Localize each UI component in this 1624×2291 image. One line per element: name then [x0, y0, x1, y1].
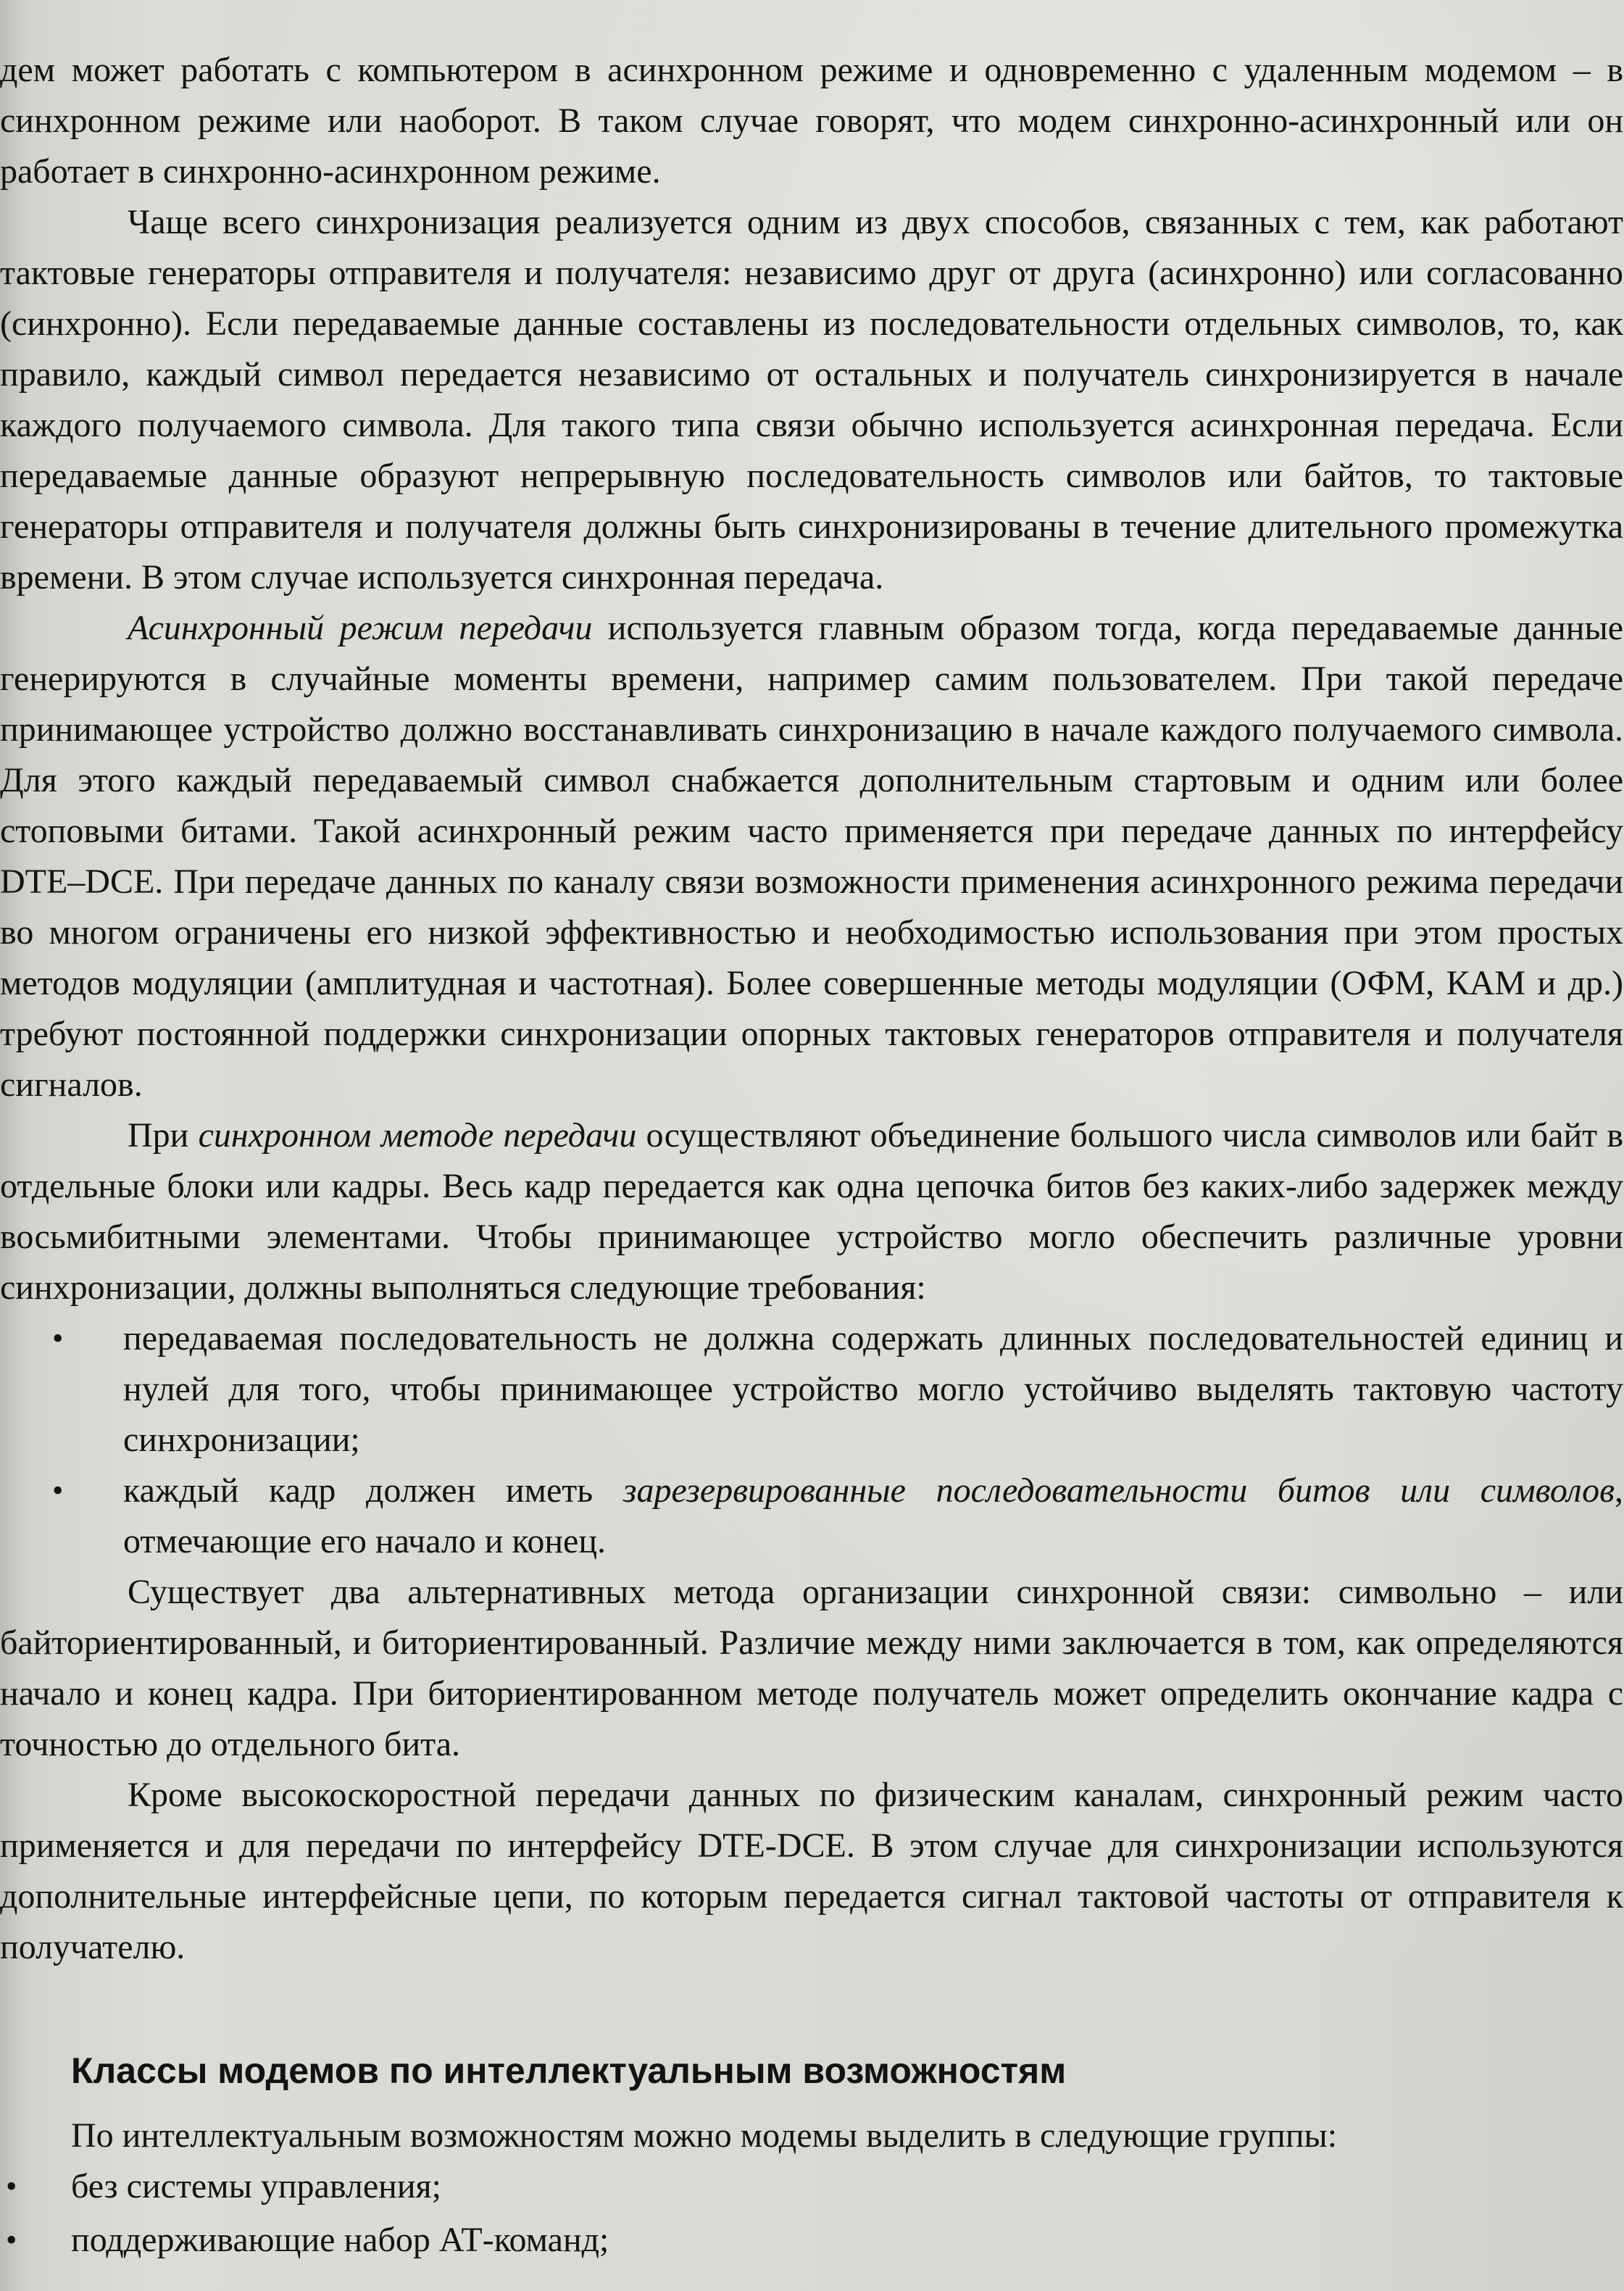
term-reserved-sequences: зарезервированные последовательности битов или символов — [622, 1471, 1615, 1510]
list-item — [0, 2215, 1623, 2269]
paragraph-async-mode-text: используется главным образом тогда, когда передаваемые данные генерируются в случайные моменты времени, например самим пользователем. При такой передаче принимающее устройство должно восстанавливать синхронизацию в начале каждого получаемого символа. Для этого каждый передаваемый символ снабжается дополнительным стартовым и одним или более стоповыми битами. Такой асинхронный режим часто применяется при передаче данных по интерфейсу DTE–DCE. При передаче данных по каналу связи возможности применения асинхронного режима передачи во многом ограничены его низкой эффективностью и необходимостью использования при этом простых методов модуляции (амплитудная и частотная). Более совершенные методы модуляции (ОФМ, КАМ и др.) требуют постоянной поддержки синхронизации опорных тактовых генераторов отправителя и получателя сигналов. — [0, 609, 1623, 1104]
list-item-text: передаваемая последовательность не должна содержать длинных последовательностей единиц и нулей для того, чтобы принимающее устройство могло устойчиво выделять тактовую частоту синхронизации; — [123, 1319, 1623, 1459]
bullet-icon: • — [52, 1473, 64, 1508]
paragraph-sync-method-text: осуществляют объединение большого числа символов или байт в отдельные блоки или кадры. Весь кадр передается как одна цепочка битов без каких-либо задержек между восьмибитными элементами. Чтобы принимающее устройство могло обеспечить различные уровни синхронизации, должны выполняться следующие требования: — [0, 1116, 1624, 1307]
modem-groups-list — [0, 2161, 1623, 2269]
requirements-list — [0, 1313, 1623, 1567]
paragraph-synchronization: Чаще всего синхронизация реализуется одним из двух способов, связанных с тем, как работают тактовые генераторы отправителя и получателя: независимо друг от друга (асинхронно) или согласованно (синхронно). Если передаваемые данные составлены из последовательности отдельных символов, то, как правило, каждый символ передается независимо от остальных и получатель синхронизируется в начале каждого получаемого символа. Для такого типа связи обычно используется асинхронная передача. Если передаваемые данные образуют непрерывную последовательность символов или байтов, то тактовые генераторы отправителя и получателя должны быть синхронизированы в течение длительного промежутка времени. В этом случае используется синхронная передача. — [0, 203, 1623, 596]
page-body — [0, 45, 1623, 2269]
paragraph-groups-intro: По интеллектуальным возможностям можно модемы выделить в следующие группы: — [71, 2116, 1338, 2155]
paragraph-continuation: дем может работать с компьютером в асинхронном режиме и одновременно с удаленным модемом – в синхронном режиме или наоборот. В таком случае говорят, что модем синхронно-асинхронный или он работает в синхронно-асинхронном режиме. — [0, 51, 1623, 191]
bullet-icon: • — [6, 2222, 17, 2258]
paragraph-sync-method — [0, 1110, 1623, 1313]
list-item-text: без системы управления; — [71, 2167, 441, 2205]
paragraph-sync-method-pre: При — [128, 1116, 199, 1155]
list-item-text-pre: каждый кадр должен иметь — [123, 1471, 623, 1510]
section-heading: Классы модемов по интеллектуальным возможностям — [71, 2050, 1067, 2091]
list-item-text: поддерживающие набор АТ-команд; — [71, 2221, 609, 2259]
paragraph-async-mode — [0, 603, 1623, 1110]
bullet-icon: • — [52, 1321, 64, 1356]
term-async-mode: Асинхронный режим передачи — [128, 609, 593, 647]
list-item-text-rest: , отмечающие его начало и конец. — [123, 1471, 1623, 1560]
paragraph-high-speed: Кроме высокоскоростной передачи данных по физическим каналам, синхронный режим часто применяется и для передачи по интерфейсу DTE-DCE. В этом случае для синхронизации используются дополнительные интерфейсные цепи, по которым передается сигнал тактовой частоты от отправителя к получателю. — [0, 1776, 1623, 1966]
list-item — [0, 2161, 1623, 2215]
paragraph-alternative-methods: Существует два альтернативных метода организации синхронной связи: символьно – или байториентированный, и биториентированный. Различие между ними заключается в том, как определяются начало и конец кадра. При биториентированном методе получатель может определить окончание кадра с точностью до отдельного бита. — [0, 1573, 1623, 1763]
term-sync-method: синхронном методе передачи — [198, 1116, 637, 1155]
bullet-icon: • — [6, 2169, 17, 2204]
list-item — [0, 1465, 1623, 1567]
list-item — [0, 1313, 1623, 1465]
